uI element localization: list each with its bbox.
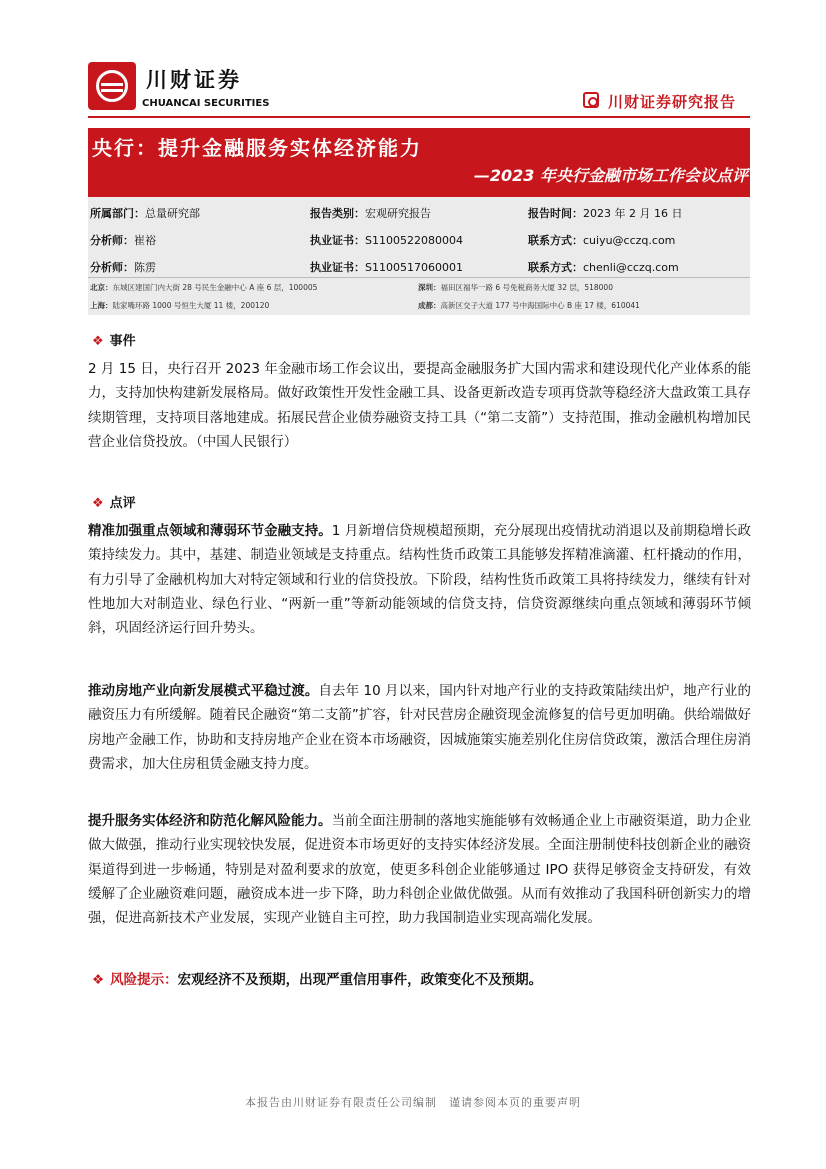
dept-label: 所属部门：	[90, 207, 145, 220]
info-row-meta	[88, 199, 750, 227]
logo-bar-icon	[101, 89, 123, 92]
address-chengdu: 成都：高新区交子大道 177 号中海国际中心 B 座 17 楼，610041	[418, 301, 640, 310]
page-footer: 本报告由川财证券有限责任公司编制 谨请参阅本页的重要声明	[245, 1096, 581, 1109]
paragraph-lead: 提升服务实体经济和防范化解风险能力。	[88, 813, 332, 829]
contact-label: 联系方式：	[528, 261, 583, 274]
logo-text-cn: 川财证券	[146, 68, 242, 92]
review-paragraph-2: 推动房地产业向新发展模式平稳过渡。自去年 10 月以来，国内针对地产行业的支持政策陆续出炉，地产行业的融资压力有所缓解。随着民企融资“第二支箭”扩容，针对民营房企融资现金流修复的信号更加明确。供给端做好房地产金融工作，协助和支持房地产企业在资本市场融资，因城施策实施差别化住房信贷政策，激活合理住房消费需求，加大住房租赁金融支持力度。	[88, 683, 751, 772]
address-beijing: 北京：东城区建国门内大街 28 号民生金融中心 A 座 6 层，100005	[90, 283, 318, 292]
analyst-label: 分析师：	[90, 234, 134, 247]
paragraph-lead: 精准加强重点领域和薄弱环节金融支持。	[88, 523, 332, 539]
report-brand: 川财证券研究报告	[608, 93, 737, 111]
brand-icon	[583, 92, 599, 108]
cert-label: 执业证书：	[310, 234, 365, 247]
report-info	[88, 197, 750, 297]
analyst-name: 崔裕	[134, 234, 156, 247]
info-row-analyst	[88, 226, 750, 254]
page-subtitle: —2023 年央行金融市场工作会议点评	[473, 166, 748, 185]
risk-warning	[92, 968, 542, 988]
address-shenzhen: 深圳：福田区福华一路 6 号免税商务大厦 32 层，518000	[418, 283, 613, 292]
section-review-heading: ❖ 点评	[92, 496, 136, 511]
diamond-icon: ❖	[92, 972, 105, 988]
contact-label: 联系方式：	[528, 234, 583, 247]
event-paragraph: 2 月 15 日，央行召开 2023 年金融市场工作会议出，要提高金融服务扩大国内需求和建设现代化产业体系的能力，支持加快构建新发展格局。做好政策性开发性金融工具、设备更新改造专项再贷款等稳经济大盘政策工具存续期管理，支持项目落地建成。拓展民营企业债券融资支持工具（“第二支箭”）支持范围，推动金融机构增加民营企业信贷投放。（中国人民银行）	[88, 361, 751, 450]
logo-text-en: CHUANCAI SECURITIES	[142, 98, 270, 109]
analyst-label: 分析师：	[90, 261, 134, 274]
review-paragraph-3: 提升服务实体经济和防范化解风险能力。当前全面注册制的落地实施能够有效畅通企业上市融资渠道，助力企业做大做强，推动行业实现较快发展，促进资本市场更好的支持实体经济发展。全面注册制使科技创新企业的融资渠道得到进一步畅通，特别是对盈利要求的放宽，使更多科创企业能够通过 IPO 获得足够资金支持研发，有效缓解了企业融资难问题，融资成本进一步下降，助力科创企业做优做强。从而有效推动了我国科研创新实力的增强，促进高新技术产业发展，实现产业链自主可控，助力我国制造业实现高端化发展。	[88, 813, 751, 927]
cert-value: S1100522080004	[365, 234, 463, 247]
logo-ring-icon	[96, 70, 128, 102]
diamond-icon: ❖	[92, 334, 104, 349]
contact-email[interactable]: cuiyu@cczq.com	[583, 234, 676, 247]
report-info-addresses	[88, 297, 750, 315]
risk-label: 风险提示：	[110, 972, 178, 988]
time-label: 报告时间：	[528, 207, 583, 220]
contact-email[interactable]: chenli@cczq.com	[583, 261, 679, 274]
cert-label: 执业证书：	[310, 261, 365, 274]
diamond-icon: ❖	[92, 496, 104, 511]
paragraph-lead: 推动房地产业向新发展模式平稳过渡。	[88, 683, 319, 699]
analyst-name: 陈雳	[134, 261, 156, 274]
risk-text: 宏观经济不及预期，出现严重信用事件，政策变化不及预期。	[177, 972, 543, 988]
address-divider	[88, 277, 750, 278]
type-value: 宏观研究报告	[365, 207, 431, 220]
logo-bar-icon	[101, 83, 123, 86]
cert-value: S1100517060001	[365, 261, 463, 274]
page-title: 央行：提升金融服务实体经济能力	[92, 136, 422, 160]
dept-value: 总量研究部	[145, 207, 200, 220]
section-event-heading: ❖ 事件	[92, 334, 136, 349]
address-shanghai: 上海：陆家嘴环路 1000 号恒生大厦 11 楼，200120	[90, 301, 270, 310]
type-label: 报告类别：	[310, 207, 365, 220]
time-value: 2023 年 2 月 16 日	[583, 207, 683, 220]
header-divider	[88, 116, 750, 118]
review-paragraph-1: 精准加强重点领域和薄弱环节金融支持。1 月新增信贷规模超预期，充分展现出疫情扰动消退以及前期稳增长政策持续发力。其中，基建、制造业领域是支持重点。结构性货币政策工具能够发挥精准滴灌、杠杆撬动的作用，有力引导了金融机构加大对特定领域和行业的信贷投放。下阶段，结构性货币政策工具将持续发力，继续有针对性地加大对制造业、绿色行业、“两新一重”等新动能领域的信贷支持，信贷资源继续向重点领域和薄弱环节倾斜，巩固经济运行回升势头。	[88, 523, 751, 637]
